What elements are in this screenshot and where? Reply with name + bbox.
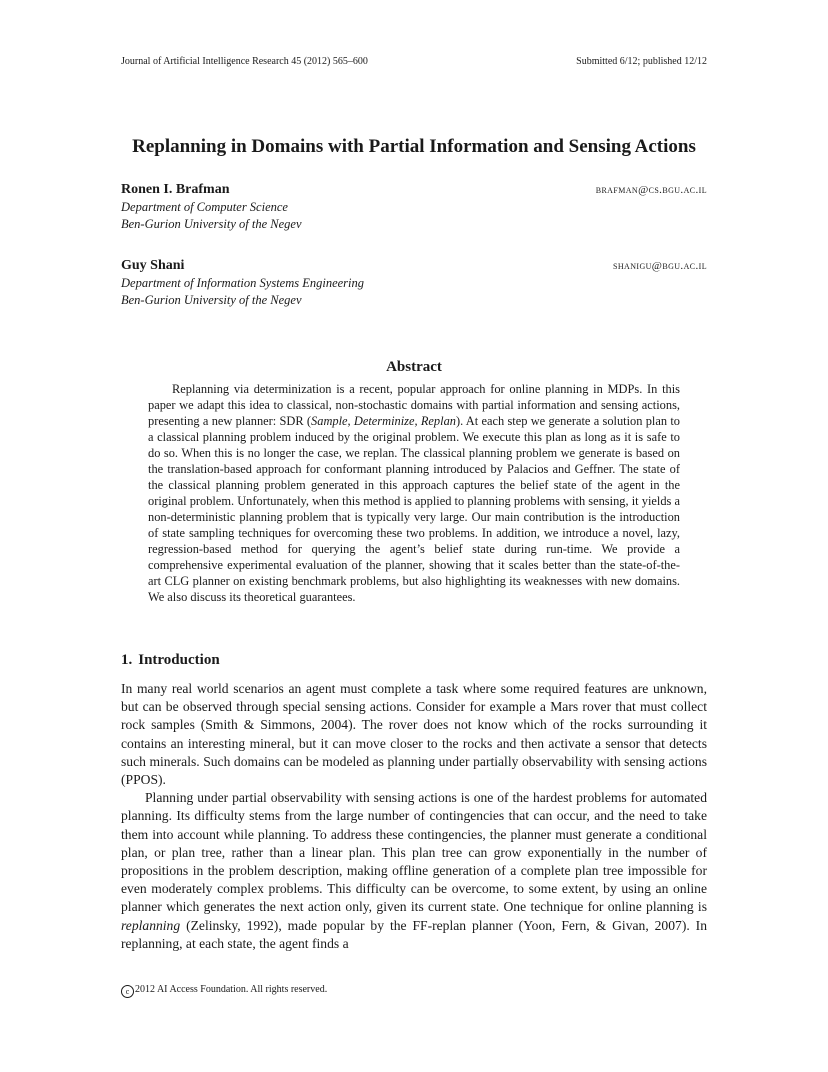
copyright-footer bbox=[121, 983, 327, 998]
sdr-expansion: Sample, Determinize, Replan bbox=[311, 414, 456, 428]
paragraph-text-part: Planning under partial observability with sensing actions is one of the hardest problems for automated planning. Its difficulty stems from the large number of contingencies that can occur, and the need to take them into account while planning. To address these contingencies, the planner must generate a conditional plan, or plan tree, rather than a linear plan. This plan tree can grow exponentially in the number of propositions in the problem description, making offline generation of a complete plan tree impossible for even moderately complex problems. This difficulty can be overcome, to some extent, by using an online planner which generates the next action only, given its current state. One technique for online planning is bbox=[121, 790, 707, 915]
abstract-heading: Abstract bbox=[386, 359, 442, 375]
section-body bbox=[121, 680, 707, 953]
copyright-text: 2012 AI Access Foundation. All rights reserved. bbox=[135, 984, 328, 995]
abstract-text bbox=[148, 381, 680, 605]
author-name: Ronen I. Brafman bbox=[121, 182, 230, 197]
author-email: shanigu@bgu.ac.il bbox=[613, 260, 707, 272]
paragraph-text-part: (Zelinsky, 1992), made popular by the FF-replan planner (Yoon, Fern, & Givan, 2007). In replanning, at each state, the agent finds a bbox=[121, 917, 707, 951]
paragraph-1: In many real world scenarios an agent must complete a task where some required features are unknown, but can be observed through special sensing actions. Consider for example a Mars rover that must collect rock samples (Smith & Simmons, 2004). The rover does not know which of the rocks surrounding it contains an interesting mineral, but it can move closer to the rocks and then activate a sensor that detects such minerals. Such domains can be modeled as planning under partially observability with sensing actions (PPOS). bbox=[121, 681, 707, 788]
abstract-text-part: ). At each step we generate a solution plan to a classical planning problem induced by the original problem. We execute this plan as long as it is safe to do so. When this is no longer the case, we replan. The classical planning problem we generate is based on the translation-based approach for conformant planning introduced by Palacios and Geffner. The state of the classical planning problem generated in this approach captures the belief state of the agent in the original problem. Unfortunately, when this method is applied to planning problems with sensing, it yields a non-deterministic planning problem that is typically very large. Our main contribution is the introduction of state sampling techniques for overcoming these two problems. In addition, we introduce a novel, lazy, regression-based method for querying the agent’s belief state during run-time. We provide a comprehensive experimental evaluation of the planner, showing that it scales better than the state-of-the-art CLG planner on existing benchmark problems, but also highlighting its weaknesses with new domains. We also discuss its theoretical guarantees. bbox=[148, 414, 680, 604]
copyright-symbol: c bbox=[121, 985, 134, 998]
running-head bbox=[121, 55, 707, 69]
journal-citation: Journal of Artificial Intelligence Research 45 (2012) 565–600 bbox=[121, 56, 368, 67]
emphasized-term: replanning bbox=[121, 917, 181, 933]
submission-dates: Submitted 6/12; published 12/12 bbox=[576, 56, 707, 67]
abstract-text-part: Replanning via determinization is a recent, popular approach for online planning in MDPs. In this paper we adapt this idea to classical, non-stochastic domains with partial information and sensing actions, presenting a new planner: SDR ( bbox=[148, 382, 680, 428]
author-department: Department of Information Systems Engineering bbox=[121, 276, 365, 290]
author-department: Department of Computer Science bbox=[121, 200, 288, 214]
section-number: 1. bbox=[121, 652, 133, 668]
section-title: Introduction bbox=[138, 652, 220, 668]
author-name: Guy Shani bbox=[121, 258, 185, 273]
paper-title: Replanning in Domains with Partial Information and Sensing Actions bbox=[132, 136, 696, 157]
paragraph-2 bbox=[121, 789, 707, 953]
section-heading bbox=[121, 650, 220, 670]
author-email: brafman@cs.bgu.ac.il bbox=[595, 184, 707, 196]
author-university: Ben-Gurion University of the Negev bbox=[121, 217, 302, 231]
author-university: Ben-Gurion University of the Negev bbox=[121, 293, 302, 307]
